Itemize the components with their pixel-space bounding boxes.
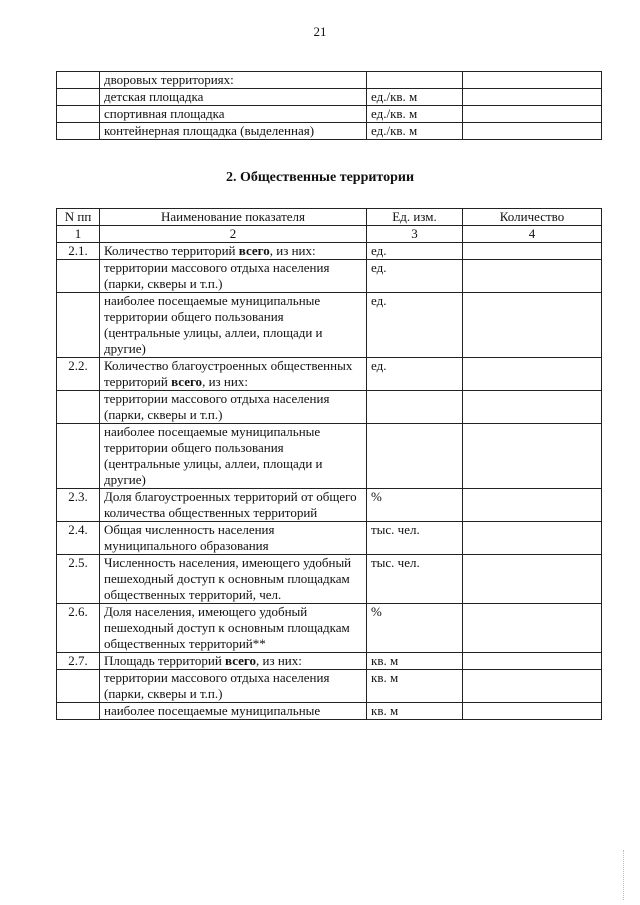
row-name-cell bbox=[100, 293, 367, 358]
row-unit-cell: кв. м bbox=[367, 670, 463, 703]
row-num-cell bbox=[57, 293, 100, 358]
row-name-text: территории массового отдыха населения (парки, скверы и т.п.) bbox=[104, 670, 330, 701]
row-unit-cell: кв. м bbox=[367, 703, 463, 720]
header-name: Наименование показателя bbox=[100, 209, 367, 226]
row-name-text: Общая численность населения муниципального образования bbox=[104, 522, 275, 553]
row-unit-cell: % bbox=[367, 489, 463, 522]
col-index-1: 1 bbox=[57, 226, 100, 243]
column-index-row bbox=[57, 226, 602, 243]
row-name-cell bbox=[100, 670, 367, 703]
table-row bbox=[57, 653, 602, 670]
row-name-cell bbox=[100, 358, 367, 391]
row-name-cell bbox=[100, 489, 367, 522]
row-unit-cell bbox=[367, 391, 463, 424]
row-name-cell bbox=[100, 653, 367, 670]
table-row bbox=[57, 391, 602, 424]
continued-table bbox=[56, 71, 602, 140]
table-row bbox=[57, 358, 602, 391]
row-name-text: наиболее посещаемые муниципальные bbox=[104, 703, 321, 718]
row-name-cell bbox=[100, 555, 367, 604]
row-num-cell: 2.5. bbox=[57, 555, 100, 604]
row-unit-cell: ед. bbox=[367, 293, 463, 358]
row-name-text: Доля благоустроенных территорий от общего количества общественных территорий bbox=[104, 489, 357, 520]
section-title: 2. Общественные территории bbox=[225, 170, 415, 185]
row-name-emphasis: всего bbox=[171, 374, 203, 389]
row-num-cell: 2.2. bbox=[57, 358, 100, 391]
table-row bbox=[57, 703, 602, 720]
row-num-cell bbox=[57, 260, 100, 293]
header-num: N пп bbox=[57, 209, 100, 226]
header-unit: Ед. изм. bbox=[367, 209, 463, 226]
table-row bbox=[57, 522, 602, 555]
row-qty-cell bbox=[463, 106, 602, 123]
row-name-cell: контейнерная площадка (выделенная) bbox=[100, 123, 367, 140]
row-name-cell bbox=[100, 391, 367, 424]
page-number: 21 bbox=[313, 24, 327, 39]
row-qty-cell bbox=[463, 424, 602, 489]
row-num-cell: 2.7. bbox=[57, 653, 100, 670]
row-qty-cell bbox=[463, 89, 602, 106]
row-name-cell bbox=[100, 703, 367, 720]
row-unit-cell: ед. bbox=[367, 260, 463, 293]
row-unit-cell: ед. bbox=[367, 243, 463, 260]
row-qty-cell bbox=[463, 260, 602, 293]
row-name-suffix: , из них: bbox=[202, 374, 248, 389]
row-qty-cell bbox=[463, 293, 602, 358]
row-name-cell bbox=[100, 604, 367, 653]
row-name-cell: спортивная площадка bbox=[100, 106, 367, 123]
public-territories-table bbox=[56, 208, 602, 720]
row-unit-cell: % bbox=[367, 604, 463, 653]
row-qty-cell bbox=[463, 243, 602, 260]
row-name-cell bbox=[100, 522, 367, 555]
row-num-cell: 2.1. bbox=[57, 243, 100, 260]
row-num-cell bbox=[57, 424, 100, 489]
row-unit-cell bbox=[367, 424, 463, 489]
row-num-cell bbox=[57, 391, 100, 424]
row-qty-cell bbox=[463, 604, 602, 653]
col-index-2: 2 bbox=[100, 226, 367, 243]
row-name-cell bbox=[100, 260, 367, 293]
table-row bbox=[57, 72, 602, 89]
table-row bbox=[57, 604, 602, 653]
row-qty-cell bbox=[463, 670, 602, 703]
row-num-cell bbox=[57, 703, 100, 720]
header-qty: Количество bbox=[463, 209, 602, 226]
row-unit-cell: кв. м bbox=[367, 653, 463, 670]
row-name-suffix: , из них: bbox=[256, 653, 302, 668]
table-row bbox=[57, 89, 602, 106]
table-row bbox=[57, 106, 602, 123]
row-qty-cell bbox=[463, 653, 602, 670]
table-row bbox=[57, 123, 602, 140]
table-row bbox=[57, 489, 602, 522]
row-unit-cell: ед./кв. м bbox=[367, 123, 463, 140]
col-index-4: 4 bbox=[463, 226, 602, 243]
row-name-text: Численность населения, имеющего удобный пешеходный доступ к основным площадкам общественных территорий, чел. bbox=[104, 555, 352, 602]
row-num-cell bbox=[57, 670, 100, 703]
row-qty-cell bbox=[463, 358, 602, 391]
row-num-cell: 2.4. bbox=[57, 522, 100, 555]
row-name-text: Доля населения, имеющего удобный пешеходный доступ к основным площадкам общественных территорий** bbox=[104, 604, 350, 651]
row-num-cell bbox=[57, 72, 100, 89]
row-unit-cell bbox=[367, 72, 463, 89]
row-unit-cell: ед. bbox=[367, 358, 463, 391]
row-name-text: Количество благоустроенных общественных территорий bbox=[104, 358, 353, 389]
table-row bbox=[57, 424, 602, 489]
row-name-text: Площадь территорий bbox=[104, 653, 226, 668]
table-row bbox=[57, 670, 602, 703]
row-qty-cell bbox=[463, 555, 602, 604]
row-name-text: территории массового отдыха населения (парки, скверы и т.п.) bbox=[104, 391, 330, 422]
row-num-cell bbox=[57, 123, 100, 140]
row-num-cell bbox=[57, 106, 100, 123]
row-qty-cell bbox=[463, 72, 602, 89]
row-name-suffix: , из них: bbox=[269, 243, 316, 258]
row-name-text: территории массового отдыха населения (парки, скверы и т.п.) bbox=[104, 260, 330, 291]
row-name-text: Количество территорий bbox=[104, 243, 239, 258]
row-qty-cell bbox=[463, 522, 602, 555]
row-name-emphasis: всего bbox=[225, 653, 256, 668]
row-name-emphasis: всего bbox=[238, 243, 270, 258]
col-index-3: 3 bbox=[367, 226, 463, 243]
table-row bbox=[57, 293, 602, 358]
row-qty-cell bbox=[463, 703, 602, 720]
row-name-text: наиболее посещаемые муниципальные территории общего пользования (центральные улицы, аллеи, площади и другие) bbox=[104, 293, 323, 356]
row-qty-cell bbox=[463, 489, 602, 522]
row-qty-cell bbox=[463, 123, 602, 140]
row-num-cell: 2.6. bbox=[57, 604, 100, 653]
row-num-cell bbox=[57, 89, 100, 106]
row-unit-cell: тыс. чел. bbox=[367, 522, 463, 555]
row-name-cell: дворовых территориях: bbox=[100, 72, 367, 89]
row-qty-cell bbox=[463, 391, 602, 424]
header-row bbox=[57, 209, 602, 226]
table-row bbox=[57, 555, 602, 604]
row-name-cell: детская площадка bbox=[100, 89, 367, 106]
row-num-cell: 2.3. bbox=[57, 489, 100, 522]
table-row bbox=[57, 243, 602, 260]
row-unit-cell: тыс. чел. bbox=[367, 555, 463, 604]
row-unit-cell: ед./кв. м bbox=[367, 106, 463, 123]
row-name-cell bbox=[100, 243, 367, 260]
row-unit-cell: ед./кв. м bbox=[367, 89, 463, 106]
row-name-cell bbox=[100, 424, 367, 489]
row-name-text: наиболее посещаемые муниципальные территории общего пользования (центральные улицы, аллеи, площади и другие) bbox=[104, 424, 323, 487]
table-row bbox=[57, 260, 602, 293]
scan-edge-marks bbox=[623, 850, 626, 900]
